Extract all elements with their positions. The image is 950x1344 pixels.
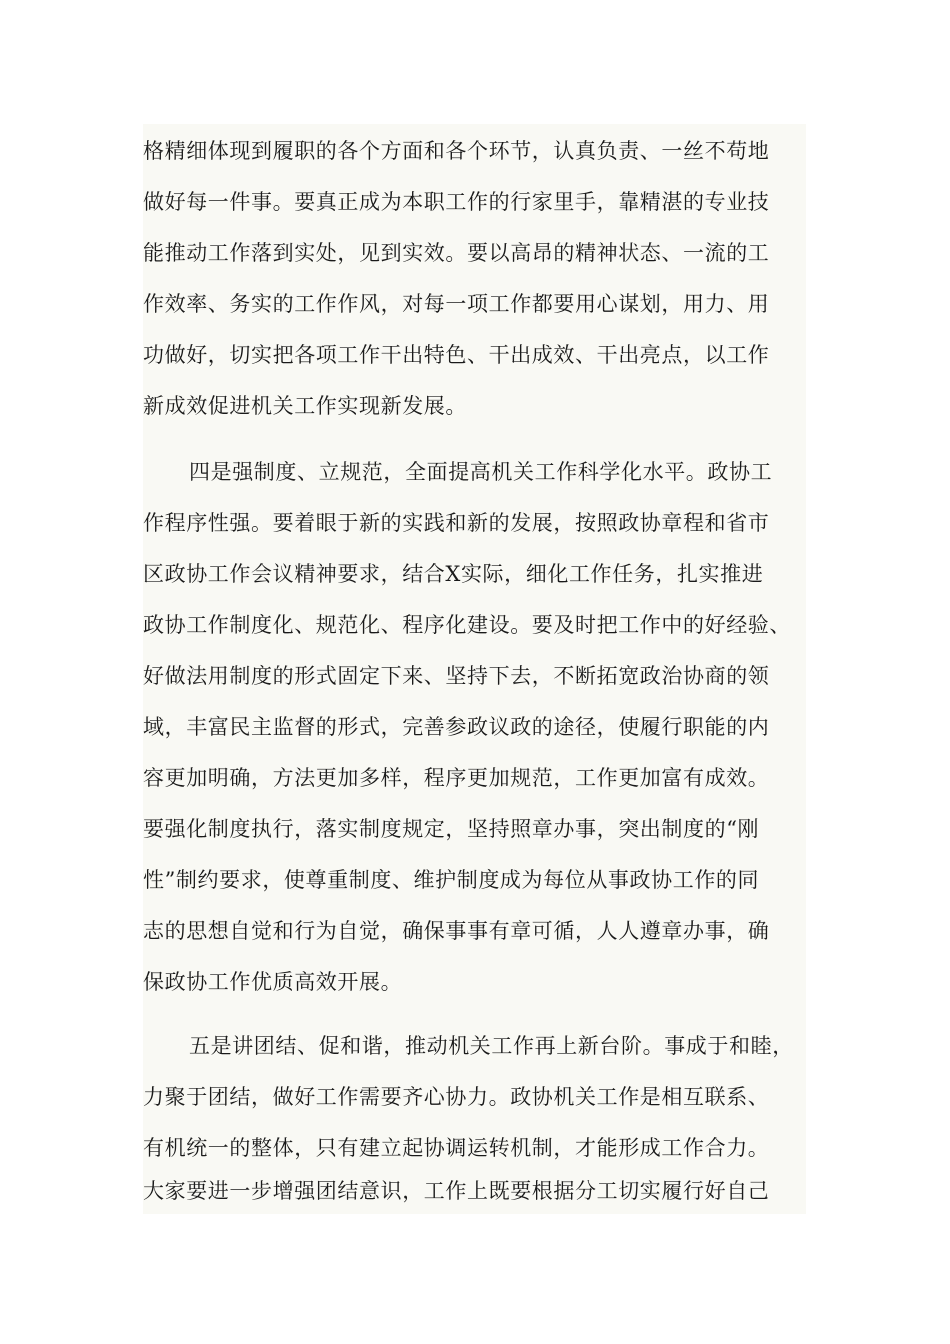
- paragraph-3-line-4: 大家要进一步增强团结意识，工作上既要根据分工切实履行好自己: [143, 1179, 770, 1203]
- paragraph-2-line-7: 容更加明确，方法更加多样，程序更加规范，工作更加富有成效。: [143, 766, 770, 790]
- paragraph-1-line-5: 功做好，切实把各项工作干出特色、干出成效、干出亮点，以工作: [143, 343, 770, 367]
- document-body: [143, 124, 806, 1214]
- paragraph-2-line-4: 政协工作制度化、规范化、程序化建设。要及时把工作中的好经验、: [143, 613, 791, 637]
- paragraph-3-line-3: 有机统一的整体，只有建立起协调运转机制，才能形成工作合力。: [143, 1136, 770, 1160]
- paragraph-2-line-3: 区政协工作会议精神要求，结合X实际，细化工作任务，扎实推进: [143, 562, 764, 586]
- paragraph-1-line-1: 格精细体现到履职的各个方面和各个环节，认真负责、一丝不苟地: [143, 139, 770, 163]
- paragraph-2-line-6: 域，丰富民主监督的形式，完善参政议政的途径，使履行职能的内: [143, 715, 770, 739]
- paragraph-1-line-4: 作效率、务实的工作作风，对每一项工作都要用心谋划，用力、用: [143, 292, 770, 316]
- paragraph-2-line-2: 作程序性强。要着眼于新的实践和新的发展，按照政协章程和省市: [143, 511, 770, 535]
- paragraph-2-line-5: 好做法用制度的形式固定下来、坚持下去，不断拓宽政治协商的领: [143, 664, 770, 688]
- paragraph-2-line-9: 性”制约要求，使尊重制度、维护制度成为每位从事政协工作的同: [143, 868, 760, 892]
- paragraph-1-line-3: 能推动工作落到实处，见到实效。要以高昂的精神状态、一流的工: [143, 241, 770, 265]
- paragraph-3-line-1: 五是讲团结、促和谐，推动机关工作再上新台阶。事成于和睦，: [189, 1034, 794, 1058]
- paragraph-3-line-2: 力聚于团结，做好工作需要齐心协力。政协机关工作是相互联系、: [143, 1085, 770, 1109]
- paragraph-2-line-1: 四是强制度、立规范，全面提高机关工作科学化水平。政协工: [189, 460, 773, 484]
- paragraph-2-line-10: 志的思想自觉和行为自觉，确保事事有章可循，人人遵章办事，确: [143, 919, 770, 943]
- paragraph-2-line-11: 保政协工作优质高效开展。: [143, 970, 403, 994]
- paragraph-1-line-6: 新成效促进机关工作实现新发展。: [143, 394, 467, 418]
- paragraph-1-line-2: 做好每一件事。要真正成为本职工作的行家里手，靠精湛的专业技: [143, 190, 770, 214]
- paragraph-2-line-8: 要强化制度执行，落实制度规定，坚持照章办事，突出制度的“刚: [143, 817, 760, 841]
